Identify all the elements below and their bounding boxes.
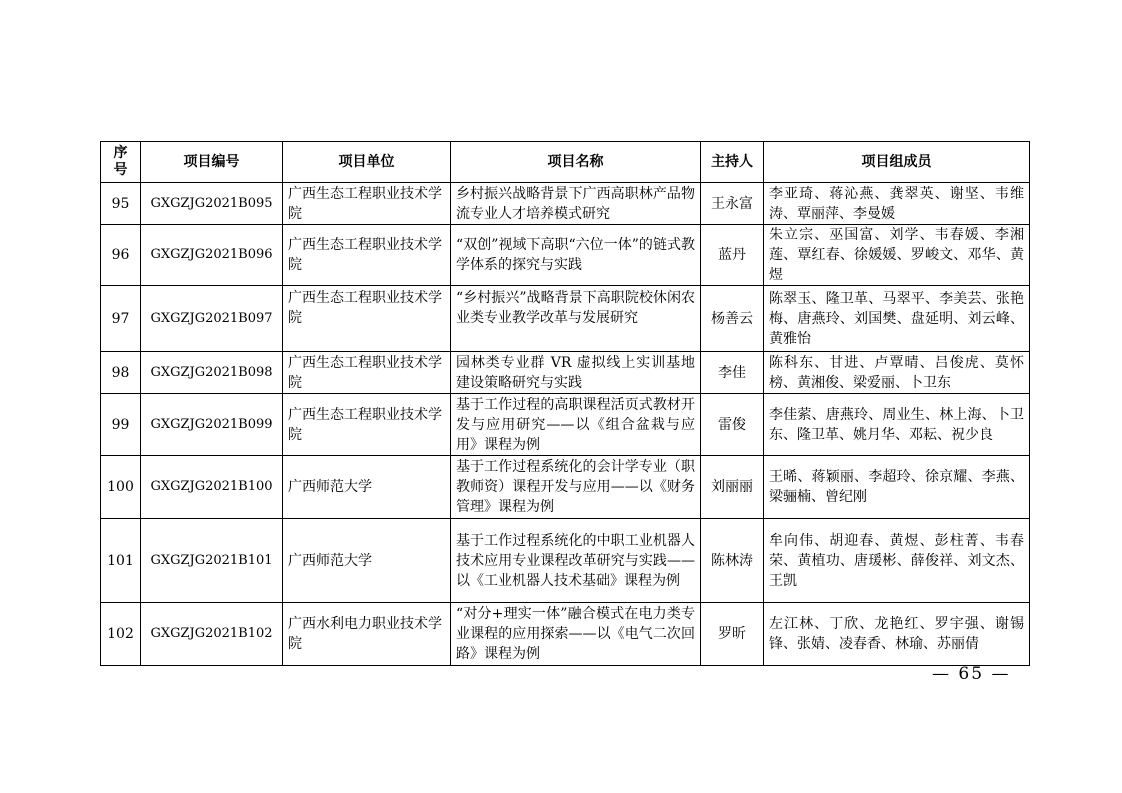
cell-code: GXGZJG2021B097 <box>141 286 283 352</box>
header-name: 项目名称 <box>451 142 701 183</box>
cell-name: 基于工作过程的高职课程活页式教材开发与应用研究——以《组合盆栽与应用》课程为例 <box>451 394 701 456</box>
cell-unit: 广西师范大学 <box>283 519 451 603</box>
cell-members: 左江林、丁欣、龙艳红、罗宇强、谢锡锋、张婧、凌春香、林瑜、苏丽倩 <box>764 603 1030 666</box>
cell-unit: 广西师范大学 <box>283 456 451 519</box>
table-row <box>101 456 1030 519</box>
cell-members: 李佳萦、唐燕玲、周业生、林上海、卜卫东、隆卫革、姚月华、邓耘、祝少良 <box>764 394 1030 456</box>
cell-code: GXGZJG2021B096 <box>141 225 283 286</box>
header-code: 项目编号 <box>141 142 283 183</box>
cell-name: “乡村振兴”战略背景下高职院校休闲农业类专业教学改革与发展研究 <box>451 286 701 352</box>
cell-host: 陈林涛 <box>701 519 764 603</box>
cell-name: “双创”视域下高职“六位一体”的链式教学体系的探究与实践 <box>451 225 701 286</box>
cell-host: 杨善云 <box>701 286 764 352</box>
cell-name: “对分+理实一体”融合模式在电力类专业课程的应用探索——以《电气二次回路》课程为例 <box>451 603 701 666</box>
cell-host: 王永富 <box>701 183 764 225</box>
cell-members: 陈科东、甘进、卢覃晴、吕俊虎、莫怀榜、黄湘俊、梁爱丽、卜卫东 <box>764 352 1030 394</box>
cell-members: 朱立宗、巫国富、刘学、韦春媛、李湘莲、覃红春、徐媛媛、罗峻文、邓华、黄煜 <box>764 225 1030 286</box>
cell-host: 蓝丹 <box>701 225 764 286</box>
cell-num: 95 <box>101 183 141 225</box>
header-host: 主持人 <box>701 142 764 183</box>
cell-unit: 广西生态工程职业技术学院 <box>283 394 451 456</box>
table-row <box>101 352 1030 394</box>
cell-host: 李佳 <box>701 352 764 394</box>
cell-num: 98 <box>101 352 141 394</box>
cell-code: GXGZJG2021B101 <box>141 519 283 603</box>
cell-num: 101 <box>101 519 141 603</box>
cell-code: GXGZJG2021B095 <box>141 183 283 225</box>
cell-members: 李亚琦、蒋沁燕、龚翠英、谢坚、韦维涛、覃丽萍、李曼媛 <box>764 183 1030 225</box>
cell-name: 乡村振兴战略背景下广西高职林产品物流专业人才培养模式研究 <box>451 183 701 225</box>
table-row <box>101 603 1030 666</box>
cell-unit: 广西生态工程职业技术学院 <box>283 286 451 352</box>
table-row <box>101 286 1030 352</box>
cell-members: 牟向伟、胡迎春、黄煜、彭柱菁、韦春荣、黄植功、唐瑗彬、薛俊祥、刘文杰、王凯 <box>764 519 1030 603</box>
table-row <box>101 394 1030 456</box>
cell-num: 99 <box>101 394 141 456</box>
cell-members: 王晞、蒋颖丽、李超玲、徐京耀、李燕、梁骊楠、曾纪刚 <box>764 456 1030 519</box>
project-table <box>100 141 1030 666</box>
cell-unit: 广西生态工程职业技术学院 <box>283 225 451 286</box>
cell-members: 陈翠玉、隆卫革、马翠平、李美芸、张艳梅、唐燕玲、刘国樊、盘延明、刘云峰、黄雅怡 <box>764 286 1030 352</box>
cell-unit: 广西生态工程职业技术学院 <box>283 183 451 225</box>
table-row <box>101 519 1030 603</box>
cell-code: GXGZJG2021B098 <box>141 352 283 394</box>
cell-num: 102 <box>101 603 141 666</box>
header-members: 项目组成员 <box>764 142 1030 183</box>
cell-code: GXGZJG2021B100 <box>141 456 283 519</box>
header-unit: 项目单位 <box>283 142 451 183</box>
cell-name: 基于工作过程系统化的会计学专业（职教师资）课程开发与应用——以《财务管理》课程为例 <box>451 456 701 519</box>
cell-name: 基于工作过程系统化的中职工业机器人技术应用专业课程改革研究与实践——以《工业机器人技术基础》课程为例 <box>451 519 701 603</box>
cell-num: 96 <box>101 225 141 286</box>
cell-host: 雷俊 <box>701 394 764 456</box>
header-num: 序号 <box>101 142 141 183</box>
cell-unit: 广西水利电力职业技术学院 <box>283 603 451 666</box>
table-row <box>101 183 1030 225</box>
cell-code: GXGZJG2021B102 <box>141 603 283 666</box>
page-number: — 65 — <box>932 664 1011 684</box>
table-row <box>101 225 1030 286</box>
table-header-row <box>101 142 1030 183</box>
cell-name: 园林类专业群 VR 虚拟线上实训基地建设策略研究与实践 <box>451 352 701 394</box>
cell-num: 100 <box>101 456 141 519</box>
cell-host: 刘丽丽 <box>701 456 764 519</box>
cell-unit: 广西生态工程职业技术学院 <box>283 352 451 394</box>
cell-code: GXGZJG2021B099 <box>141 394 283 456</box>
cell-host: 罗昕 <box>701 603 764 666</box>
cell-num: 97 <box>101 286 141 352</box>
